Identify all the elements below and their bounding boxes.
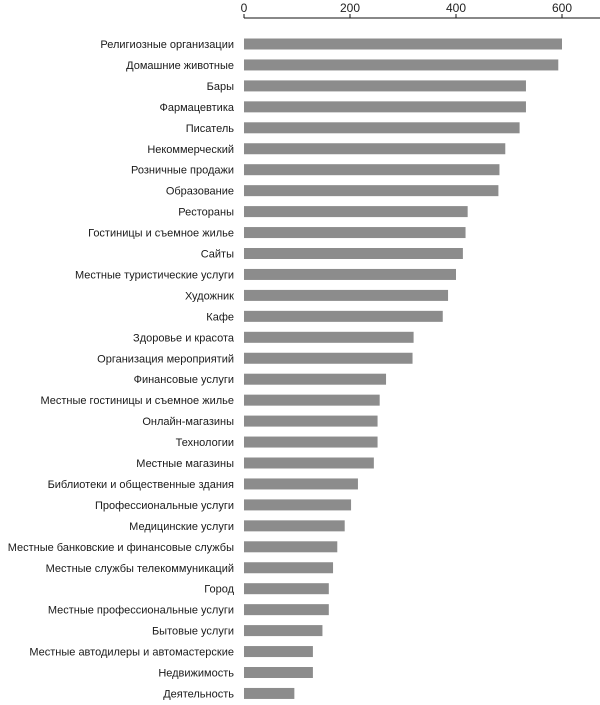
category-label: Финансовые услуги (133, 374, 234, 387)
bar (244, 458, 374, 469)
bar (244, 332, 414, 343)
category-label: Местные службы телекоммуникаций (45, 562, 234, 575)
category-label: Местные автодилеры и автомастерские (29, 646, 234, 659)
category-label: Домашние животные (126, 59, 234, 72)
category-label: Фармацевтика (159, 101, 234, 114)
category-label: Недвижимость (158, 667, 234, 680)
category-label: Сайты (200, 248, 234, 261)
category-label: Бары (206, 80, 234, 93)
category-label: Библиотеки и общественные здания (47, 478, 234, 491)
category-label: Местные профессиональные услуги (47, 604, 234, 617)
x-axis (241, 1, 600, 18)
category-label: Кафе (206, 311, 234, 324)
bar (244, 520, 345, 531)
bar (244, 625, 322, 636)
bar (244, 185, 498, 196)
x-tick-label: 400 (445, 1, 467, 15)
bar (244, 667, 313, 678)
category-label: Здоровье и красота (133, 332, 234, 345)
category-label: Онлайн-магазины (142, 416, 234, 429)
bar (244, 164, 499, 175)
bar (244, 59, 558, 70)
bar (244, 269, 456, 280)
category-labels-group (8, 39, 235, 700)
x-tick-label: 200 (339, 1, 361, 15)
bar (244, 646, 313, 657)
x-tick-label: 600 (551, 1, 573, 15)
bar (244, 604, 329, 615)
bar (244, 499, 351, 510)
category-label: Некоммерческий (147, 143, 234, 156)
bar (244, 39, 562, 50)
category-label: Образование (165, 185, 234, 198)
bar (244, 374, 386, 385)
bar (244, 80, 526, 91)
bar (244, 290, 448, 301)
category-label: Город (204, 583, 234, 596)
bar (244, 206, 468, 217)
category-label: Писатель (185, 122, 234, 135)
category-label: Профессиональные услуги (94, 499, 234, 512)
bar (244, 416, 378, 427)
category-label: Гостиницы и съемное жилье (88, 227, 234, 240)
category-label: Религиозные организации (100, 39, 234, 51)
category-label: Рестораны (178, 206, 234, 219)
category-label: Художник (184, 290, 234, 303)
bar (244, 541, 337, 552)
bar (244, 227, 466, 238)
category-label: Местные банковские и финансовые службы (7, 541, 234, 554)
bar (244, 311, 443, 322)
category-label: Бытовые услуги (151, 625, 234, 638)
bar (244, 122, 520, 133)
category-label: Местные туристические услуги (74, 269, 234, 282)
category-label: Деятельность (163, 688, 234, 701)
bar (244, 101, 526, 112)
category-label: Медицинские услуги (129, 520, 234, 533)
category-label: Местные гостиницы и съемное жилье (40, 395, 234, 408)
bar (244, 143, 505, 154)
bar (244, 562, 333, 573)
bars-group (244, 39, 562, 699)
bar (244, 353, 413, 364)
category-label: Розничные продажи (131, 164, 234, 177)
x-tick-label: 0 (240, 1, 248, 15)
bar (244, 437, 378, 448)
category-label: Технологии (175, 437, 234, 450)
category-label: Местные магазины (136, 458, 234, 470)
bar (244, 248, 463, 259)
bar (244, 395, 380, 406)
bar (244, 583, 329, 594)
category-label: Организация мероприятий (97, 353, 234, 366)
bar (244, 478, 358, 489)
bar (244, 688, 294, 699)
